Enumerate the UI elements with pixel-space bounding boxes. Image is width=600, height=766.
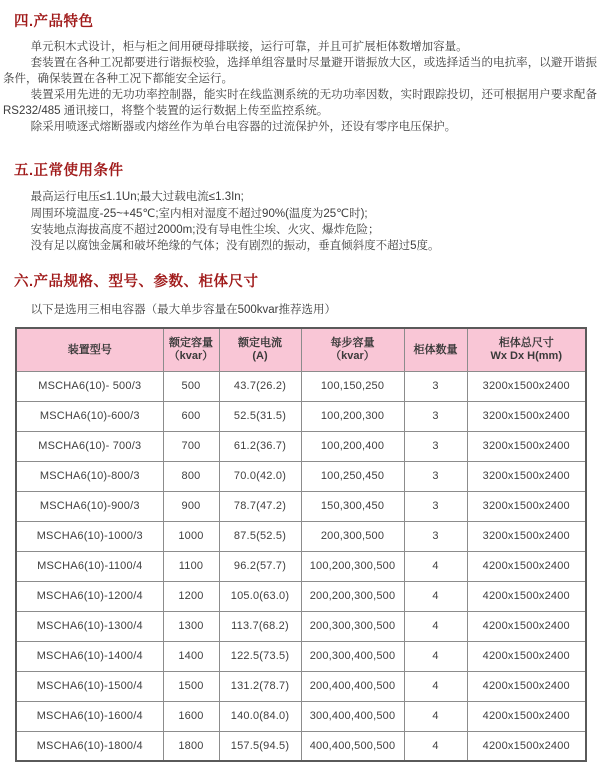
paragraph-line: 安装地点海拔高度不超过2000m;没有导电性尘埃、火灾、爆炸危险；: [30, 223, 380, 236]
table-cell: 122.5(73.5): [219, 641, 301, 671]
table-cell: 1200: [163, 581, 219, 611]
table-row: [16, 401, 586, 431]
table-cell: 200,300,300,500: [301, 611, 404, 641]
table-row: [16, 641, 586, 671]
table-row: [16, 581, 586, 611]
table-cell: 400,400,500,500: [301, 731, 404, 761]
table-cell: 113.7(68.2): [219, 611, 301, 641]
table-cell: 3200x1500x2400: [467, 521, 586, 551]
section-5-heading: 五.正常使用条件: [14, 163, 124, 180]
table-cell: MSCHA6(10)- 700/3: [16, 431, 163, 461]
table-cell: 1400: [163, 641, 219, 671]
column-header-line1: 每步容量: [330, 337, 375, 349]
column-header: [404, 328, 467, 371]
table-cell: 105.0(63.0): [219, 581, 301, 611]
table-cell: 100,150,250: [301, 371, 404, 401]
table-cell: 3200x1500x2400: [467, 401, 586, 431]
table-cell: 1000: [163, 521, 219, 551]
table-row: [16, 431, 586, 461]
table-cell: MSCHA6(10)-1400/4: [16, 641, 163, 671]
table-cell: 1600: [163, 701, 219, 731]
table-cell: MSCHA6(10)-1000/3: [16, 521, 163, 551]
table-row: [16, 521, 586, 551]
table-cell: 3: [404, 461, 467, 491]
paragraph-line: 单元积木式设计，柜与柜之间用硬母排联接，运行可靠，并且可扩展柜体数增加容量。: [30, 41, 468, 53]
table-cell: MSCHA6(10)-900/3: [16, 491, 163, 521]
section-6-heading: 六.产品规格、型号、参数、柜体尺寸: [14, 274, 259, 291]
table-cell: 1800: [163, 731, 219, 761]
table-cell: 800: [163, 461, 219, 491]
table-cell: 3: [404, 401, 467, 431]
column-header: [219, 328, 301, 371]
table-cell: 4200x1500x2400: [467, 731, 586, 761]
table-cell: 4: [404, 551, 467, 581]
paragraph-line: 套装置在各种工况都要进行谐振校验，选择单组容量时尽量避开谐振放大区，或选择适当的电抗率，以避开谐振条件，确保装置在各种工况下都能安全运行。: [3, 56, 597, 85]
table-cell: 4: [404, 671, 467, 701]
table-cell: 4200x1500x2400: [467, 671, 586, 701]
paragraph-line: 没有足以腐蚀金属和破坏绝缘的气体；没有剧烈的振动，垂直倾斜度不超过5度。: [30, 240, 440, 253]
table-cell: MSCHA6(10)-1500/4: [16, 671, 163, 701]
table-row: [16, 461, 586, 491]
table-cell: 100,200,400: [301, 431, 404, 461]
paragraph-line: 最高运行电压≤1.1Un;最大过载电流≤1.3In;: [30, 191, 244, 204]
table-cell: MSCHA6(10)- 500/3: [16, 371, 163, 401]
table-cell: 4: [404, 641, 467, 671]
table-cell: MSCHA6(10)-1800/4: [16, 731, 163, 761]
table-cell: 4: [404, 731, 467, 761]
column-header: [467, 328, 586, 371]
table-row: [16, 731, 586, 761]
table-row: [16, 491, 586, 521]
table-cell: 3: [404, 521, 467, 551]
column-header-line1: 柜体总尺寸: [498, 337, 554, 349]
paragraph-line: 装置采用先进的无功功率控制器，能实时在线监测系统的无功功率因数，实时跟踪投切，还可根据用户要求配备RS232/485 通讯接口，将整个装置的运行数据上传至监控系统。: [3, 88, 597, 117]
paragraph-line: 除采用喷逐式熔断器或内熔丝作为单台电容器的过流保护外，还设有零序电压保护。: [30, 120, 457, 133]
column-header-line2: （kvar）: [168, 350, 214, 362]
column-header-line1: 柜体数量: [413, 343, 458, 356]
column-header: [16, 328, 163, 371]
table-cell: 3: [404, 491, 467, 521]
table-cell: 4: [404, 611, 467, 641]
column-header-line1: 装置型号: [67, 343, 112, 356]
table-row: [16, 371, 586, 401]
table-cell: 4: [404, 701, 467, 731]
table-cell: MSCHA6(10)-800/3: [16, 461, 163, 491]
table-cell: 3200x1500x2400: [467, 461, 586, 491]
table-cell: 200,200,300,500: [301, 581, 404, 611]
table-cell: 1300: [163, 611, 219, 641]
table-cell: 78.7(47.2): [219, 491, 301, 521]
table-cell: 300,400,400,500: [301, 701, 404, 731]
table-cell: 100,200,300,500: [301, 551, 404, 581]
table-cell: 3200x1500x2400: [467, 491, 586, 521]
table-cell: MSCHA6(10)-600/3: [16, 401, 163, 431]
paragraph-line: 周围环境温度-25~+45℃;室内相对湿度不超过90%(温度为25℃时);: [30, 207, 368, 220]
table-cell: 200,400,400,500: [301, 671, 404, 701]
table-row: [16, 551, 586, 581]
table-cell: 900: [163, 491, 219, 521]
table-cell: 3200x1500x2400: [467, 431, 586, 461]
table-cell: 100,200,300: [301, 401, 404, 431]
table-cell: 150,300,450: [301, 491, 404, 521]
table-cell: 52.5(31.5): [219, 401, 301, 431]
section-4-paragraphs: [3, 40, 597, 135]
table-cell: 96.2(57.7): [219, 551, 301, 581]
table-cell: 3: [404, 371, 467, 401]
column-header: [163, 328, 219, 371]
table-cell: 200,300,400,500: [301, 641, 404, 671]
table-cell: 61.2(36.7): [219, 431, 301, 461]
spec-table-body: [16, 371, 586, 761]
table-cell: 140.0(84.0): [219, 701, 301, 731]
section-4-heading: 四.产品特色: [14, 14, 94, 30]
spec-table-header-row: [16, 328, 586, 371]
section-6-note: 以下是选用三相电容器（最大单步容量在500kvar推荐选用）: [30, 304, 337, 317]
table-cell: 4200x1500x2400: [467, 551, 586, 581]
table-cell: 4200x1500x2400: [467, 641, 586, 671]
table-cell: MSCHA6(10)-1300/4: [16, 611, 163, 641]
column-header-line1: 额定容量: [169, 337, 213, 349]
table-cell: 4: [404, 581, 467, 611]
table-cell: 500: [163, 371, 219, 401]
column-header-line2: （kvar）: [330, 350, 375, 362]
table-row: [16, 611, 586, 641]
table-cell: 157.5(94.5): [219, 731, 301, 761]
table-cell: MSCHA6(10)-1600/4: [16, 701, 163, 731]
table-row: [16, 671, 586, 701]
table-cell: 131.2(78.7): [219, 671, 301, 701]
table-cell: 3200x1500x2400: [467, 371, 586, 401]
table-cell: 1100: [163, 551, 219, 581]
table-cell: 600: [163, 401, 219, 431]
table-cell: MSCHA6(10)-1100/4: [16, 551, 163, 581]
table-cell: 1500: [163, 671, 219, 701]
table-cell: 4200x1500x2400: [467, 701, 586, 731]
table-cell: 700: [163, 431, 219, 461]
spec-table: [15, 327, 587, 762]
column-header-line1: 额定电流: [238, 337, 282, 349]
table-cell: 43.7(26.2): [219, 371, 301, 401]
table-cell: 200,300,500: [301, 521, 404, 551]
column-header-line2: (A): [252, 350, 268, 362]
table-cell: 3: [404, 431, 467, 461]
table-cell: MSCHA6(10)-1200/4: [16, 581, 163, 611]
table-row: [16, 701, 586, 731]
table-cell: 4200x1500x2400: [467, 581, 586, 611]
table-cell: 100,250,450: [301, 461, 404, 491]
table-cell: 70.0(42.0): [219, 461, 301, 491]
table-cell: 87.5(52.5): [219, 521, 301, 551]
column-header: [301, 328, 404, 371]
section-5-paragraphs: [3, 189, 597, 254]
table-cell: 4200x1500x2400: [467, 611, 586, 641]
column-header-line2: Wx Dx H(mm): [490, 350, 562, 362]
